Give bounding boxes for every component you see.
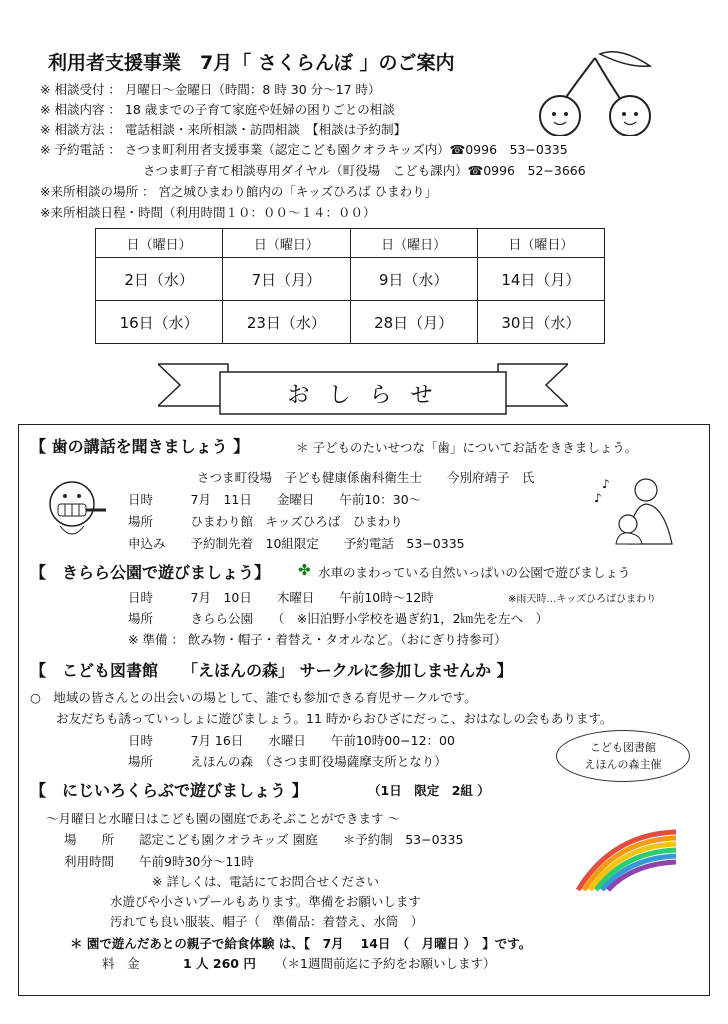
table-cell: 9日（水） — [350, 258, 477, 301]
teeth-apply: 申込み 予約制先着 10組限定 予約電話 53−0335 — [128, 536, 465, 551]
niji-fee-note: （＊1週間前迄に予約をお願いします） — [275, 956, 496, 971]
library-line2: お友だちも誘っていっしょに遊びましょう。11 時からおひざにだっこ、おはなしの会もあります。 — [56, 711, 613, 726]
info-location: ※来所相談の場所 ： 宮之城ひまわり館内の「キッズひろば ひまわり」 — [40, 184, 438, 199]
kirara-heading: 【 きらら公園で遊びましょう】 — [30, 563, 271, 582]
teeth-lecturer: さつま町役場 子ども健康係歯科衛生士 今別府靖子 氏 — [197, 470, 535, 485]
niji-limit: （1日 限定 2組 ） — [368, 783, 490, 798]
clover-icon: ✤ — [298, 561, 311, 579]
kirara-place: 場所 きらら公園 （ ※旧泊野小学校を過ぎ約1，2㎞先を左へ ） — [128, 611, 549, 626]
table-cell: 7日（月） — [223, 258, 350, 301]
table-header: 日（曜日） — [350, 229, 477, 258]
info-phone-2: さつま町子育て相談専用ダイヤル（町役場 こども課内）☎0996 52−3666 — [143, 163, 586, 178]
mother-child-icon — [588, 474, 688, 552]
svg-text:♪: ♪ — [594, 491, 602, 505]
niji-pool: 水遊びや小さいプールもあります。準備をお願いします — [110, 894, 421, 909]
niji-time: 利用時間 午前9時30分～11時 — [64, 854, 254, 869]
cherry-icon — [530, 44, 680, 136]
table-cell: 30日（水） — [477, 301, 604, 344]
niji-line1: ～月曜日と水曜日はこども園の園庭であそぶことができます ～ — [46, 811, 400, 826]
kirara-rain-note: ※雨天時…キッズひろばひまわり — [508, 594, 657, 605]
info-phone: ※ 予約電話 ： さつま町利用者支援事業（認定こども園クオラキッズ内）☎0996 53−0335 — [40, 142, 568, 157]
rainbow-icon — [572, 826, 682, 892]
info-schedule: ※来所相談日程・時間（利用時間１０：００～１４：００） — [40, 205, 376, 220]
child-brushing-icon — [38, 474, 110, 544]
info-content: ※ 相談内容 ： 18 歳までの子育て家庭や妊婦の困りごとの相談 — [40, 102, 395, 117]
schedule-table — [95, 228, 605, 344]
library-line1: ○ 地域の皆さんとの出会いの場として、誰でも参加できる育児サークルです。 — [30, 690, 477, 705]
niji-lunch: ＊ 園で遊んだあとの親子で給食体験 は、【 7月 14日 （ 月曜日 ） 】です。 — [70, 936, 532, 951]
library-heading: 【 こども図書館 「えほんの森」 サークルに参加しませんか 】 — [30, 661, 513, 680]
table-cell: 16日（水） — [96, 301, 223, 344]
bubble-line2: えほんの森主催 — [584, 758, 662, 771]
kirara-date: 日時 7月 10日 木曜日 午前10時～12時 — [128, 590, 434, 605]
table-header: 日（曜日） — [96, 229, 223, 258]
library-bubble — [556, 730, 690, 782]
niji-contact: ※ 詳しくは、電話にてお問合せください — [152, 874, 379, 889]
teeth-date: 日時 7月 11日 金曜日 午前10：30～ — [128, 492, 422, 507]
kirara-items: ※ 準備 ： 飲み物・帽子・着替え・タオルなど。（おにぎり持参可） — [128, 632, 507, 647]
teeth-heading: 【 歯の講話を聞きましょう 】 — [30, 437, 250, 456]
info-method: ※ 相談方法 ： 電話相談・来所相談・訪問相談 【相談は予約制】 — [40, 122, 407, 137]
niji-fee-label: 料 金 — [102, 956, 140, 971]
niji-clothes: 汚れても良い服装、帽子（ 準備品：着替え、水筒 ） — [110, 914, 424, 929]
table-cell: 2日（水） — [96, 258, 223, 301]
table-cell: 28日（月） — [350, 301, 477, 344]
banner-label: お し ら せ — [287, 383, 439, 408]
teeth-place: 場所 ひまわり館 キッズひろば ひまわり — [128, 514, 403, 529]
page-title: 利用者支援事業 7月「 さくらんぼ 」のご案内 — [48, 52, 455, 74]
table-cell: 14日（月） — [477, 258, 604, 301]
info-reception: ※ 相談受付 ： 月曜日～金曜日（時間：8 時 30 分～17 時） — [40, 82, 381, 97]
library-date: 日時 7月 16日 水曜日 午前10時00−12：00 — [128, 733, 455, 748]
library-place: 場所 えほんの森 （さつま町役場薩摩支所となり） — [128, 754, 447, 769]
bubble-line1: こども図書館 — [590, 741, 656, 754]
teeth-sub: ＊ 子どものたいせつな「歯」についてお話をききましょう。 — [296, 440, 638, 455]
niji-place: 場 所 認定こども園クオラキッズ 園庭 ＊予約制 53−0335 — [64, 832, 464, 847]
niji-fee: 1 人 260 円 — [183, 956, 256, 971]
niji-heading: 【 にじいろくらぶで遊びましょう 】 — [30, 781, 308, 800]
svg-text:♪: ♪ — [602, 477, 610, 491]
table-header: 日（曜日） — [477, 229, 604, 258]
table-cell: 23日（水） — [223, 301, 350, 344]
kirara-sub: 水車のまわっている自然いっぱいの公園で遊びましょう — [318, 565, 631, 580]
table-header: 日（曜日） — [223, 229, 350, 258]
